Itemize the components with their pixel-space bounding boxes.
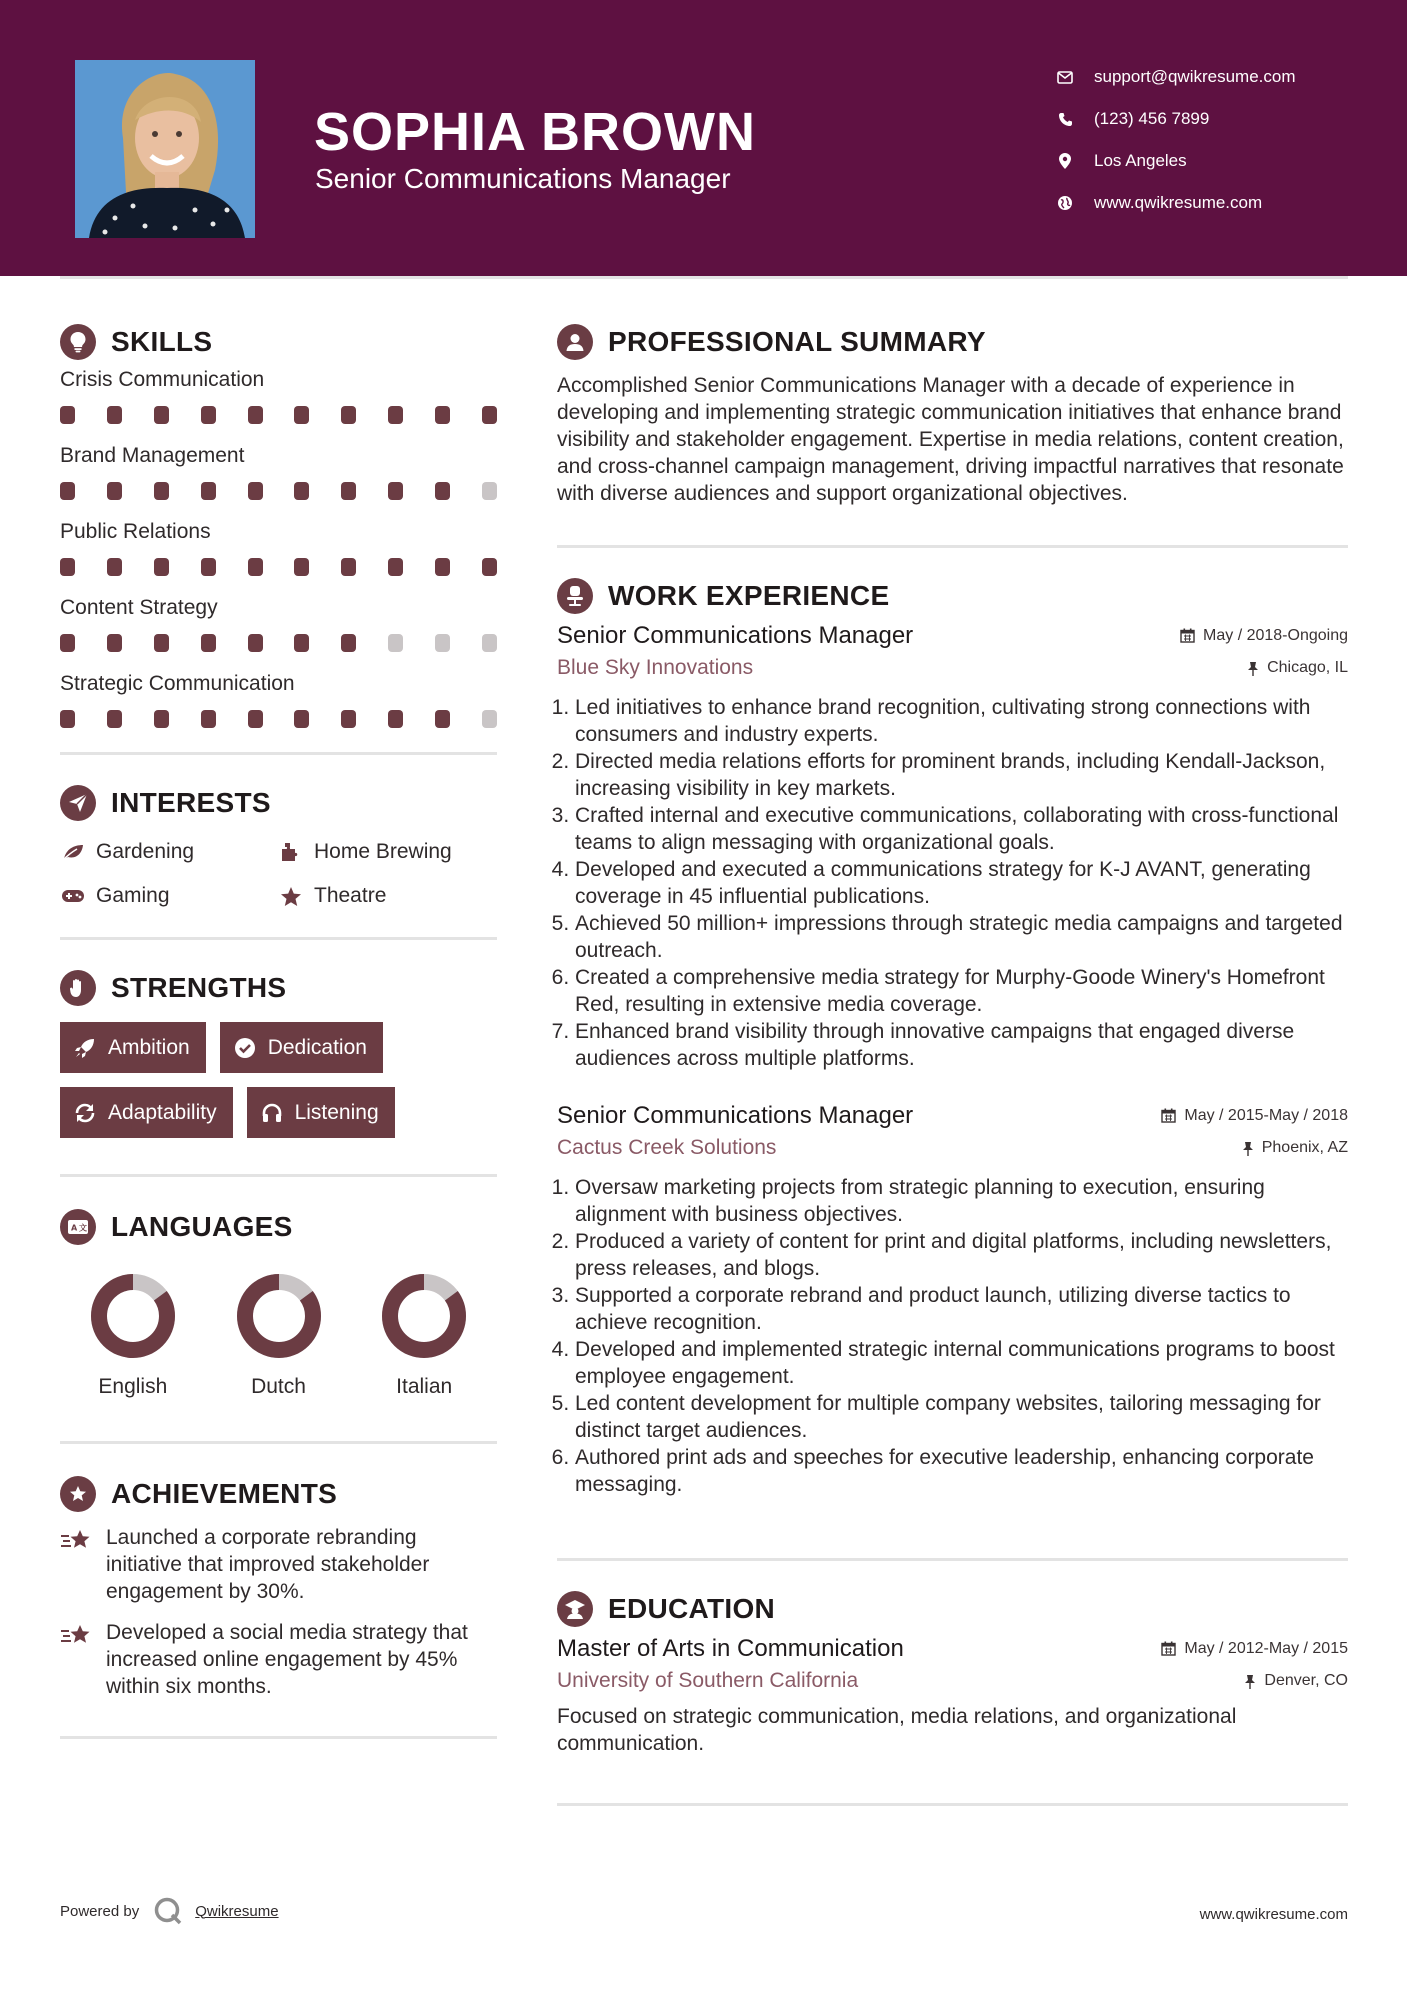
- language-name: Dutch: [251, 1375, 306, 1398]
- leaf-icon: [60, 843, 86, 861]
- job-title: Senior Communications Manager: [557, 1102, 914, 1129]
- profile-photo: [75, 60, 255, 238]
- calendar-icon: [1161, 1641, 1176, 1656]
- skill-dot: [60, 558, 75, 576]
- skill-dot: [294, 710, 309, 728]
- contact-website-text: www.qwikresume.com: [1094, 193, 1263, 212]
- interest-label: Home Brewing: [314, 840, 452, 863]
- skill-name: Content Strategy: [60, 596, 218, 619]
- strengths-list: [60, 1022, 497, 1138]
- education-title: EDUCATION: [608, 1593, 776, 1624]
- company-name: Blue Sky Innovations: [557, 656, 754, 679]
- company-name: Cactus Creek Solutions: [557, 1136, 777, 1159]
- envelope-icon: [1054, 66, 1076, 88]
- interest-item: [278, 837, 497, 867]
- job-bullet: 1. Led initiatives to enhance brand recognition, cultivating strong connections with consumers and industry experts.: [575, 694, 1348, 748]
- skill-dot: [294, 482, 309, 500]
- pushpin-icon: [1242, 1141, 1254, 1156]
- strengths-heading: [60, 968, 497, 1008]
- section-divider: [60, 1174, 497, 1177]
- interest-label: Theatre: [314, 884, 387, 907]
- achievement-text: Launched a corporate rebranding initiative that improved stakeholder engagement by 30%.: [106, 1526, 430, 1603]
- job-location: [1247, 659, 1348, 677]
- skill-dot: [435, 558, 450, 576]
- skills-title: SKILLS: [111, 326, 213, 357]
- education-description: Focused on strategic communication, media relations, and organizational communication.: [557, 1705, 1237, 1755]
- pushpin-icon: [1247, 661, 1259, 676]
- interests-heading: [60, 783, 497, 823]
- skill-dot: [388, 406, 403, 424]
- hand-icon: [60, 970, 96, 1006]
- skill-rating: [60, 406, 497, 424]
- right-column: [557, 322, 1348, 1806]
- star-icon: [278, 886, 304, 907]
- skill-rating: [60, 634, 497, 652]
- job-location-text: Phoenix, AZ: [1261, 1139, 1348, 1156]
- header-divider: [60, 276, 1348, 279]
- skill-name: Strategic Communication: [60, 672, 295, 695]
- skill-dot: [388, 710, 403, 728]
- job-bullet: 6. Created a comprehensive media strategy for Murphy-Goode Winery's Homefront Red, resulting in extensive media coverage.: [575, 964, 1348, 1018]
- job-bullet: 1. Oversaw marketing projects from strategic planning to execution, ensuring alignment with business objectives.: [575, 1174, 1348, 1228]
- svg-text:文: 文: [79, 1223, 87, 1233]
- skill-dot: [341, 710, 356, 728]
- shooting-star-icon: [60, 1524, 94, 1605]
- puzzle-icon: [278, 841, 304, 863]
- degree-title: Master of Arts in Communication: [557, 1635, 904, 1662]
- skill-dot: [482, 634, 497, 652]
- contact-phone[interactable]: [1054, 98, 1296, 140]
- rocket-icon: [74, 1037, 96, 1059]
- achievements-title: ACHIEVEMENTS: [111, 1478, 338, 1509]
- job-dates: [1180, 627, 1348, 645]
- interest-label: Gardening: [96, 840, 195, 863]
- achievement-item: [60, 1524, 497, 1605]
- skill-dot: [435, 406, 450, 424]
- interest-item: [278, 881, 497, 911]
- skill-name: Brand Management: [60, 444, 245, 467]
- powered-by-text: Powered by: [60, 1902, 140, 1920]
- education-dates: [1161, 1640, 1348, 1658]
- paper-plane-icon: [60, 785, 96, 821]
- skill-dot: [294, 406, 309, 424]
- skill-dot: [201, 558, 216, 576]
- language-item: [351, 1273, 497, 1399]
- languages-list: [60, 1273, 497, 1399]
- contact-list: [1054, 56, 1296, 224]
- job-dates-text: May / 2018-Ongoing: [1203, 626, 1348, 644]
- job-bullets: [557, 1174, 1348, 1498]
- award-icon: [60, 1476, 96, 1512]
- skill-dot: [294, 558, 309, 576]
- job-location: [1242, 1139, 1348, 1157]
- interest-item: [60, 837, 278, 867]
- skill-dot: [60, 406, 75, 424]
- job-bullet: 3. Supported a corporate rebrand and product launch, utilizing diverse tactics to achieve recognition.: [575, 1282, 1348, 1336]
- skill-dot: [435, 710, 450, 728]
- footer-powered-by: [60, 1896, 279, 1926]
- job-bullet: 7. Enhanced brand visibility through innovative campaigns that engaged diverse audiences across multiple platforms.: [575, 1018, 1348, 1072]
- strength-badge: [220, 1022, 383, 1073]
- qwikresume-link[interactable]: Qwikresume: [195, 1902, 279, 1920]
- education-location: [1244, 1672, 1348, 1690]
- graduate-icon: [557, 1591, 593, 1627]
- language-name: Italian: [396, 1375, 453, 1398]
- phone-icon: [1054, 108, 1076, 130]
- education-entry: [557, 1635, 1348, 1757]
- achievements-list: [60, 1524, 497, 1700]
- skills-list: [60, 366, 497, 728]
- skill-dot: [388, 634, 403, 652]
- strength-label: Adaptability: [108, 1100, 217, 1124]
- job-bullet: 6. Authored print ads and speeches for executive leadership, enhancing corporate messaging.: [575, 1444, 1348, 1498]
- skill-dot: [154, 634, 169, 652]
- language-name: English: [98, 1375, 168, 1398]
- skill-dot: [201, 482, 216, 500]
- job-bullets: [557, 694, 1348, 1072]
- language-item: [206, 1273, 352, 1399]
- job-bullet: 3. Crafted internal and executive communications, collaborating with cross-functional teams to align messaging with organizational goals.: [575, 802, 1348, 856]
- skill-item: [60, 366, 497, 424]
- skill-item: [60, 518, 497, 576]
- language-icon: [60, 1209, 96, 1245]
- section-divider: [557, 1558, 1348, 1561]
- resume-header: [0, 0, 1407, 276]
- skill-dot: [154, 710, 169, 728]
- skill-dot: [60, 634, 75, 652]
- user-icon: [557, 324, 593, 360]
- lightbulb-icon: [60, 324, 96, 360]
- language-ring: [381, 1273, 467, 1359]
- languages-title: LANGUAGES: [111, 1211, 293, 1242]
- education-heading: [557, 1589, 1348, 1629]
- education-dates-text: May / 2012-May / 2015: [1184, 1639, 1348, 1657]
- contact-email[interactable]: [1054, 56, 1296, 98]
- skill-item: [60, 594, 497, 652]
- skill-item: [60, 670, 497, 728]
- education-location-text: Denver, CO: [1264, 1672, 1348, 1689]
- skill-dot: [341, 634, 356, 652]
- language-item: [60, 1273, 206, 1399]
- contact-phone-text: (123) 456 7899: [1094, 109, 1210, 128]
- interests-list: [60, 837, 497, 911]
- skill-dot: [154, 482, 169, 500]
- job-entry: [557, 1102, 1348, 1498]
- experience-title: WORK EXPERIENCE: [608, 580, 890, 611]
- skill-dot: [107, 482, 122, 500]
- section-divider: [60, 752, 497, 755]
- strength-badge: [60, 1087, 233, 1138]
- candidate-title: Senior Communications Manager: [315, 163, 731, 194]
- summary-heading: [557, 322, 1348, 362]
- candidate-name: SOPHIA BROWN: [314, 102, 756, 162]
- skill-dot: [248, 406, 263, 424]
- skill-dot: [341, 482, 356, 500]
- chair-icon: [557, 578, 593, 614]
- skill-dot: [107, 710, 122, 728]
- skill-dot: [201, 406, 216, 424]
- strength-label: Listening: [294, 1100, 379, 1124]
- skill-dot: [435, 482, 450, 500]
- job-title: Senior Communications Manager: [557, 622, 914, 649]
- skill-dot: [435, 634, 450, 652]
- calendar-icon: [1161, 1108, 1176, 1123]
- skill-dot: [482, 482, 497, 500]
- job-bullet: 5. Achieved 50 million+ impressions through strategic media campaigns and targeted outreach.: [575, 910, 1348, 964]
- skill-dot: [388, 558, 403, 576]
- job-bullet: 5. Led content development for multiple company websites, tailoring messaging for distinct target audiences.: [575, 1390, 1348, 1444]
- left-column: [60, 322, 497, 1739]
- section-divider: [60, 1736, 497, 1739]
- strength-badge: [247, 1087, 395, 1138]
- job-bullet: 2. Directed media relations efforts for prominent brands, including Kendall-Jackson, increasing visibility in key markets.: [575, 748, 1348, 802]
- job-dates-text: May / 2015-May / 2018: [1184, 1106, 1348, 1124]
- calendar-icon: [1180, 628, 1195, 643]
- shooting-star-icon: [60, 1619, 94, 1700]
- section-divider: [60, 1441, 497, 1444]
- languages-heading: [60, 1207, 497, 1247]
- pushpin-icon: [1244, 1674, 1256, 1689]
- experience-heading: [557, 576, 1348, 616]
- language-ring: [236, 1273, 322, 1359]
- skill-dot: [482, 406, 497, 424]
- globe-icon: [1054, 192, 1076, 214]
- skill-dot: [341, 558, 356, 576]
- skills-heading: [60, 322, 497, 362]
- skill-name: Crisis Communication: [60, 368, 265, 391]
- summary-text: Accomplished Senior Communications Manager with a decade of experience in developing and implementing strategic communication initiatives that enhance brand visibility and stakeholder engagement. Expertise in media relations, content creation, and cross-channel campaign management, driving impactful narratives that resonate with diverse audiences and support organizational objectives.: [557, 374, 1344, 505]
- map-pin-icon: [1054, 150, 1076, 172]
- skill-dot: [248, 558, 263, 576]
- job-location-text: Chicago, IL: [1267, 659, 1348, 676]
- svg-text:A: A: [71, 1223, 78, 1233]
- achievement-item: [60, 1619, 497, 1700]
- gamepad-icon: [60, 888, 86, 904]
- contact-email-text: support@qwikresume.com: [1094, 67, 1296, 86]
- section-divider: [557, 1803, 1348, 1806]
- skill-dot: [201, 634, 216, 652]
- skill-dot: [482, 558, 497, 576]
- skill-dot: [154, 558, 169, 576]
- check-circle-icon: [234, 1037, 256, 1059]
- strengths-title: STRENGTHS: [111, 972, 287, 1003]
- skill-name: Public Relations: [60, 520, 211, 543]
- headphones-icon: [261, 1102, 283, 1124]
- achievement-text: Developed a social media strategy that increased online engagement by 45% within six months.: [106, 1621, 468, 1698]
- skill-dot: [248, 482, 263, 500]
- job-bullet: 4. Developed and implemented strategic internal communications programs to boost employee engagement.: [575, 1336, 1348, 1390]
- skill-dot: [482, 710, 497, 728]
- language-ring: [90, 1273, 176, 1359]
- job-bullet: 2. Produced a variety of content for print and digital platforms, including newsletters, press releases, and blogs.: [575, 1228, 1348, 1282]
- school-name: University of Southern California: [557, 1669, 859, 1692]
- job-bullet: 4. Developed and executed a communications strategy for K-J AVANT, generating coverage in 45 influential publications.: [575, 856, 1348, 910]
- strength-badge: [60, 1022, 206, 1073]
- skill-rating: [60, 482, 497, 500]
- skill-rating: [60, 558, 497, 576]
- skill-item: [60, 442, 497, 500]
- contact-location: [1054, 140, 1296, 182]
- skill-rating: [60, 710, 497, 728]
- section-divider: [60, 937, 497, 940]
- interest-label: Gaming: [96, 884, 170, 907]
- job-dates: [1161, 1107, 1348, 1125]
- section-divider: [557, 545, 1348, 548]
- skill-dot: [107, 634, 122, 652]
- summary-title: PROFESSIONAL SUMMARY: [608, 326, 986, 357]
- skill-dot: [388, 482, 403, 500]
- skill-dot: [248, 634, 263, 652]
- interest-item: [60, 881, 278, 911]
- strength-label: Dedication: [267, 1035, 367, 1059]
- contact-website[interactable]: [1054, 182, 1296, 224]
- interests-title: INTERESTS: [111, 787, 271, 818]
- skill-dot: [60, 710, 75, 728]
- strength-label: Ambition: [108, 1035, 190, 1059]
- skill-dot: [154, 406, 169, 424]
- skill-dot: [248, 710, 263, 728]
- qwikresume-logo-icon: [153, 1896, 183, 1926]
- skill-dot: [60, 482, 75, 500]
- skill-dot: [294, 634, 309, 652]
- skill-dot: [107, 558, 122, 576]
- skill-dot: [341, 406, 356, 424]
- footer-url[interactable]: www.qwikresume.com: [1199, 1906, 1348, 1923]
- skill-dot: [107, 406, 122, 424]
- achievements-heading: [60, 1474, 497, 1514]
- refresh-icon: [74, 1102, 96, 1124]
- contact-location-text: Los Angeles: [1094, 151, 1187, 170]
- skill-dot: [201, 710, 216, 728]
- job-entry: [557, 622, 1348, 1072]
